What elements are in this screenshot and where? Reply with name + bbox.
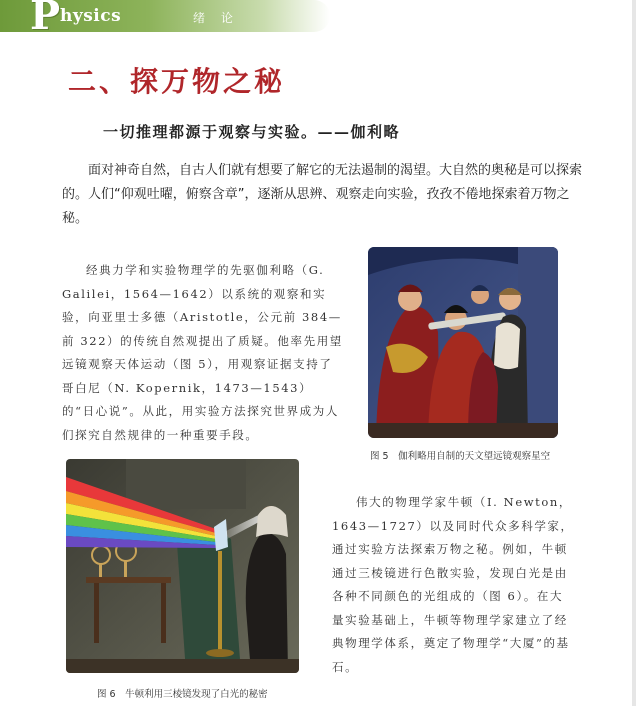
newton-paragraph: 伟大的物理学家牛顿（I. Newton，1643—1727）以及同时代众多科学家，通过实验方法探索万物之秘。例如，牛顿通过三棱镜进行色散实验，发现白光是由各种不同颜色的光组成的（图 6）。在大量实验基础上，牛顿等物理学家建立了经典物理学体系，奠定了物理学“大厦”的基石。 <box>332 495 574 674</box>
chapter-header-band <box>0 0 330 39</box>
galileo-paragraph: 经典力学和实验物理学的先驱伽利略（G. Galilei，1564—1642）以系统的观察和实验，向亚里士多德（Aristotle，公元前 384—前 322）的传统自然观提出了质疑。他率先用望远镜观察天体运动（图 5），用观察证据支持了哥白尼（N. Kopernik，1473—1543）的“日心说”。从此，用实验方法探究世界成为人们探究自然规律的一种重要手段。 <box>62 263 343 442</box>
physics-logo-initial: P <box>30 0 61 39</box>
page-title: 二、探万物之秘 <box>68 65 286 98</box>
figure-6-newton-prism-illustration <box>66 459 299 673</box>
intro-paragraph: 面对神奇自然，自古人们就有想要了解它的无法遏制的渴望。大自然的奥秘是可以探索的。人们“仰观吐曜，俯察含章”，逐渐从思辨、观察走向实验，孜孜不倦地探索着万物之秘。 <box>62 163 583 226</box>
page-edge <box>632 0 636 706</box>
epigraph-quote: 一切推理都源于观察与实验。——伽利略 <box>103 123 401 141</box>
figure-5-caption: 图 5 伽利略用自制的天文望远镜观察星空 <box>370 451 551 462</box>
section-label: 绪 论 <box>193 11 239 25</box>
figure-5-galileo-telescope-illustration <box>368 247 558 438</box>
physics-logo-text: hysics <box>60 6 122 26</box>
figure-6-caption: 图 6 牛顿利用三棱镜发现了白光的秘密 <box>97 689 268 700</box>
